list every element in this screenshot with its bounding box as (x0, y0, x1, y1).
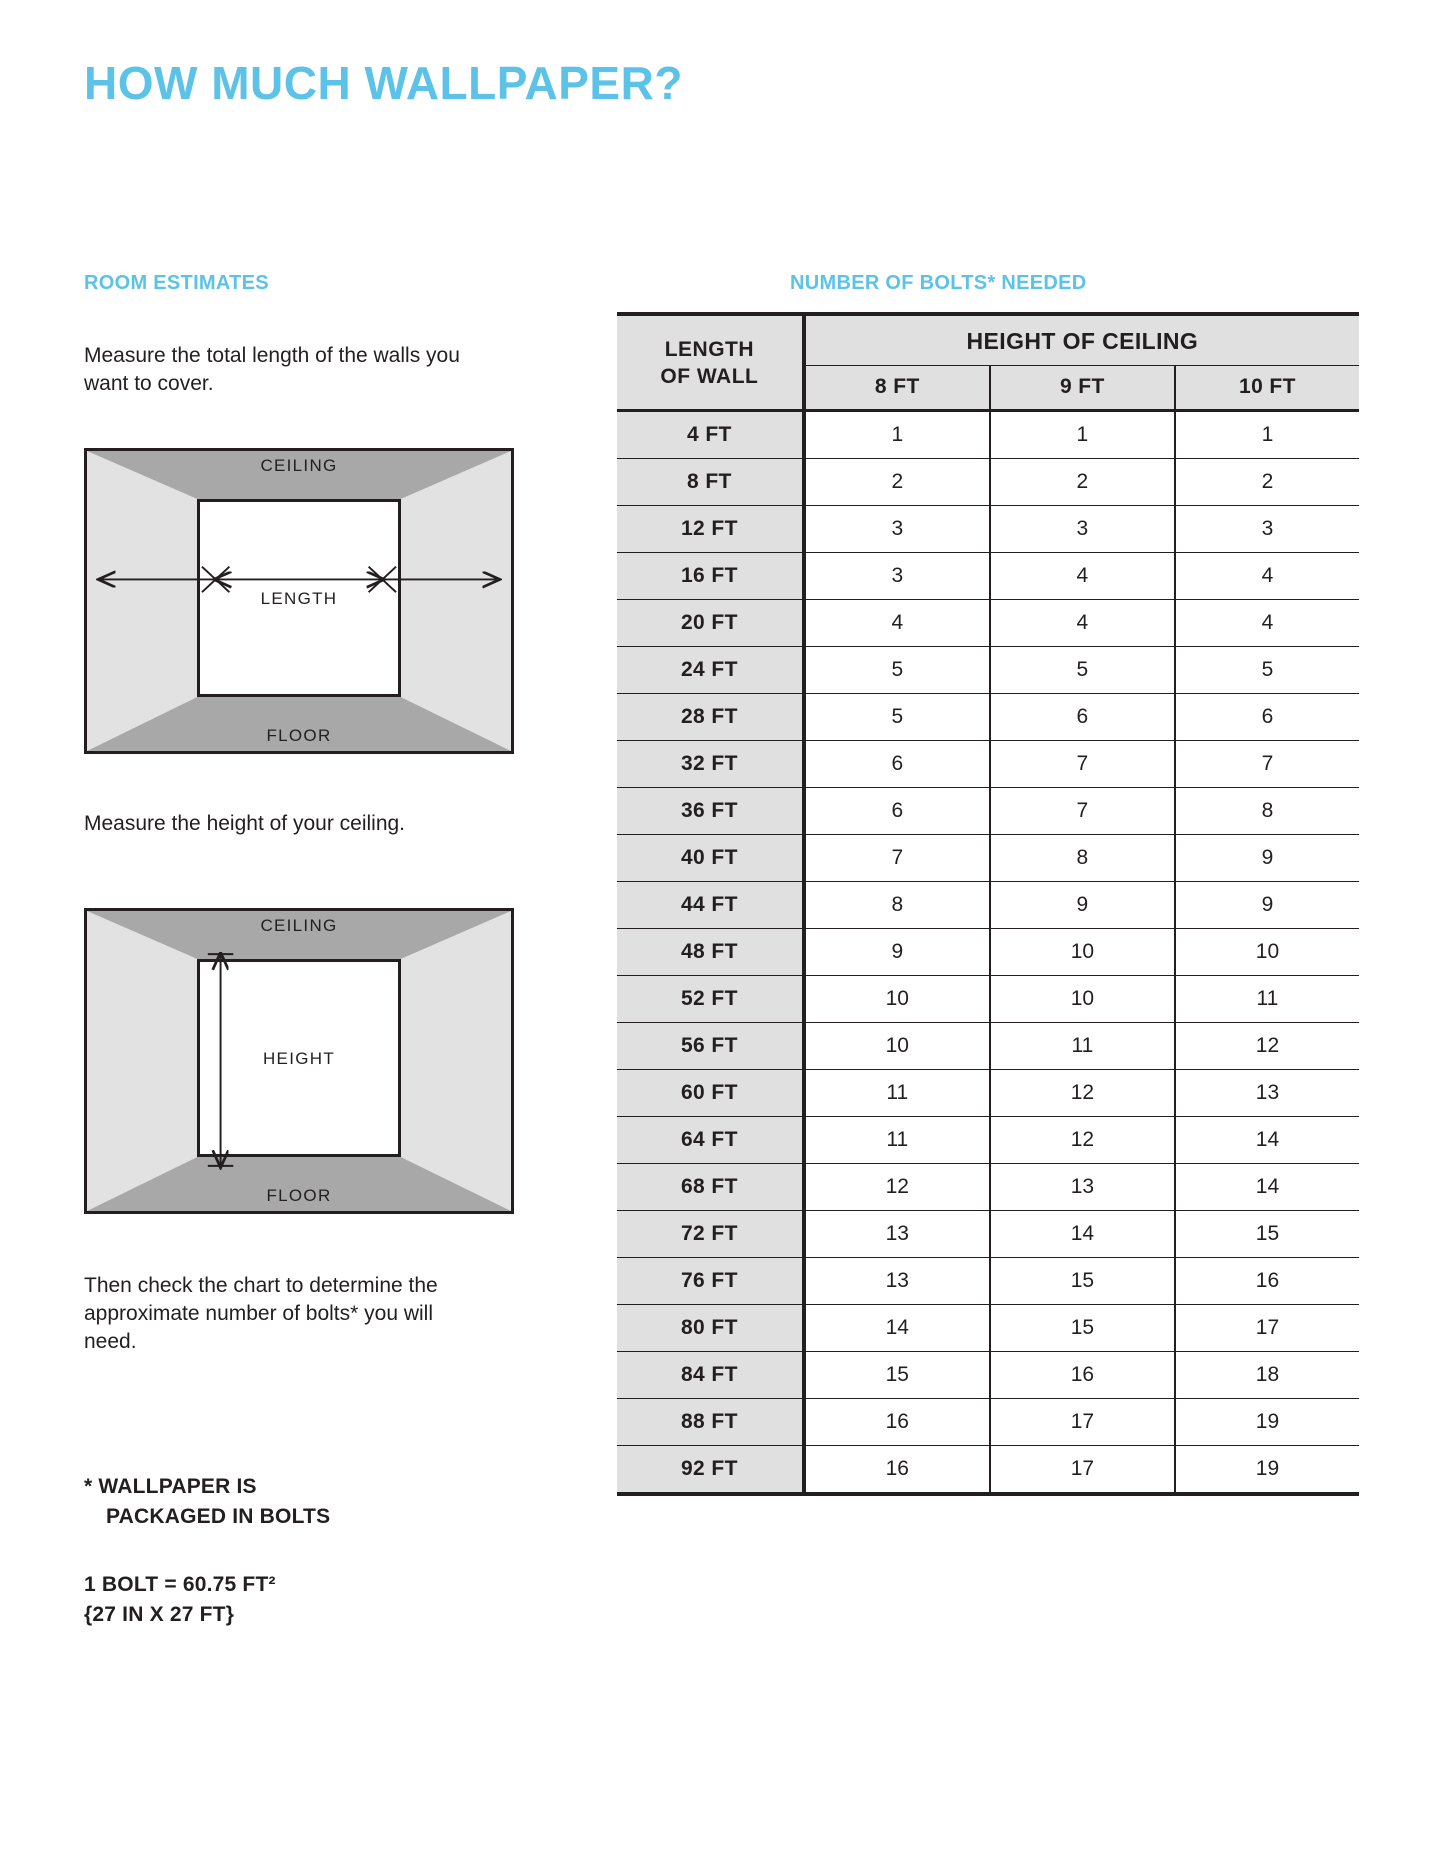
cell-9ft: 11 (990, 1023, 1175, 1070)
length-diagram-center-label: LENGTH (260, 589, 338, 608)
header-col-9ft: 9 FT (990, 366, 1175, 411)
cell-10ft: 19 (1175, 1446, 1359, 1495)
cell-10ft: 14 (1175, 1117, 1359, 1164)
height-diagram-ceiling-label: CEILING (260, 916, 338, 935)
table-head (617, 314, 1359, 411)
cell-8ft: 3 (804, 506, 990, 553)
row-label: 36 FT (617, 788, 804, 835)
table-row (617, 976, 1359, 1023)
cell-8ft: 3 (804, 553, 990, 600)
room-diagram-length (84, 448, 514, 754)
height-diagram-center-label: HEIGHT (262, 1049, 336, 1068)
table-row (617, 1352, 1359, 1399)
row-label: 16 FT (617, 553, 804, 600)
row-label: 52 FT (617, 976, 804, 1023)
cell-9ft: 10 (990, 929, 1175, 976)
table-row (617, 741, 1359, 788)
row-label: 44 FT (617, 882, 804, 929)
cell-8ft: 6 (804, 741, 990, 788)
cell-9ft: 2 (990, 459, 1175, 506)
cell-8ft: 10 (804, 976, 990, 1023)
cell-8ft: 6 (804, 788, 990, 835)
table-row (617, 600, 1359, 647)
footnote-line-2: PACKAGED IN BOLTS (106, 1505, 331, 1528)
table-row (617, 694, 1359, 741)
row-label: 4 FT (617, 411, 804, 459)
cell-9ft: 14 (990, 1211, 1175, 1258)
cell-10ft: 7 (1175, 741, 1359, 788)
footnote-wallpaper-bolts (84, 1472, 484, 1532)
length-diagram-ceiling-label: CEILING (260, 456, 338, 475)
table-row (617, 1446, 1359, 1495)
cell-10ft: 19 (1175, 1399, 1359, 1446)
cell-9ft: 15 (990, 1258, 1175, 1305)
cell-8ft: 5 (804, 647, 990, 694)
cell-9ft: 5 (990, 647, 1175, 694)
cell-10ft: 6 (1175, 694, 1359, 741)
length-diagram-floor-label: FLOOR (266, 726, 332, 745)
cell-8ft: 14 (804, 1305, 990, 1352)
header-col-10ft: 10 FT (1175, 366, 1359, 411)
cell-10ft: 8 (1175, 788, 1359, 835)
cell-9ft: 1 (990, 411, 1175, 459)
cell-10ft: 15 (1175, 1211, 1359, 1258)
cell-8ft: 7 (804, 835, 990, 882)
instruction-step-2: Measure the height of your ceiling. (84, 812, 406, 835)
table-row (617, 1023, 1359, 1070)
cell-9ft: 17 (990, 1446, 1175, 1495)
cell-9ft: 4 (990, 553, 1175, 600)
cell-10ft: 3 (1175, 506, 1359, 553)
row-label: 60 FT (617, 1070, 804, 1117)
cell-8ft: 12 (804, 1164, 990, 1211)
cell-9ft: 6 (990, 694, 1175, 741)
cell-10ft: 10 (1175, 929, 1359, 976)
cell-8ft: 9 (804, 929, 990, 976)
row-label: 88 FT (617, 1399, 804, 1446)
cell-8ft: 8 (804, 882, 990, 929)
row-label: 48 FT (617, 929, 804, 976)
table-row (617, 459, 1359, 506)
row-label: 68 FT (617, 1164, 804, 1211)
header-height-of-ceiling: HEIGHT OF CEILING (804, 314, 1359, 366)
row-label: 72 FT (617, 1211, 804, 1258)
room-estimates-heading: ROOM ESTIMATES (84, 272, 269, 294)
cell-9ft: 10 (990, 976, 1175, 1023)
table-row (617, 1305, 1359, 1352)
cell-8ft: 16 (804, 1399, 990, 1446)
row-label: 40 FT (617, 835, 804, 882)
cell-9ft: 9 (990, 882, 1175, 929)
table-row (617, 882, 1359, 929)
row-label: 32 FT (617, 741, 804, 788)
cell-10ft: 14 (1175, 1164, 1359, 1211)
row-label: 8 FT (617, 459, 804, 506)
table-row (617, 647, 1359, 694)
cell-8ft: 11 (804, 1070, 990, 1117)
row-label: 84 FT (617, 1352, 804, 1399)
cell-9ft: 16 (990, 1352, 1175, 1399)
table-row (617, 1117, 1359, 1164)
cell-10ft: 1 (1175, 411, 1359, 459)
cell-9ft: 13 (990, 1164, 1175, 1211)
bolt-size-note (84, 1570, 484, 1630)
cell-8ft: 16 (804, 1446, 990, 1495)
cell-10ft: 9 (1175, 882, 1359, 929)
row-label: 28 FT (617, 694, 804, 741)
cell-8ft: 4 (804, 600, 990, 647)
bolt-size-line-1: 1 BOLT = 60.75 FT² (84, 1573, 276, 1596)
instruction-step-1: Measure the total length of the walls you want to cover. (84, 344, 460, 395)
cell-8ft: 1 (804, 411, 990, 459)
cell-9ft: 8 (990, 835, 1175, 882)
table-row (617, 506, 1359, 553)
bolts-table (617, 312, 1359, 1496)
table-row (617, 835, 1359, 882)
row-label: 64 FT (617, 1117, 804, 1164)
table-row (617, 1070, 1359, 1117)
cell-10ft: 18 (1175, 1352, 1359, 1399)
table-row (617, 411, 1359, 459)
height-diagram-floor-label: FLOOR (266, 1186, 332, 1205)
cell-10ft: 11 (1175, 976, 1359, 1023)
page-title: HOW MUCH WALLPAPER? (84, 57, 683, 109)
row-label: 12 FT (617, 506, 804, 553)
footnote-line-1: * WALLPAPER IS (84, 1475, 257, 1498)
table-row (617, 1399, 1359, 1446)
cell-10ft: 9 (1175, 835, 1359, 882)
table-row (617, 1164, 1359, 1211)
bolts-needed-heading: NUMBER OF BOLTS* NEEDED (790, 272, 1087, 294)
cell-9ft: 3 (990, 506, 1175, 553)
table-row (617, 1258, 1359, 1305)
header-length-line-1: LENGTH (664, 337, 755, 361)
table-row (617, 553, 1359, 600)
cell-9ft: 12 (990, 1117, 1175, 1164)
header-length-line-2: OF WALL (660, 364, 759, 388)
cell-10ft: 4 (1175, 553, 1359, 600)
cell-9ft: 7 (990, 788, 1175, 835)
row-label: 24 FT (617, 647, 804, 694)
cell-10ft: 13 (1175, 1070, 1359, 1117)
header-col-8ft: 8 FT (804, 366, 990, 411)
table-header-row-group (617, 314, 1359, 366)
cell-8ft: 5 (804, 694, 990, 741)
cell-10ft: 17 (1175, 1305, 1359, 1352)
cell-8ft: 13 (804, 1211, 990, 1258)
cell-8ft: 10 (804, 1023, 990, 1070)
row-label: 20 FT (617, 600, 804, 647)
header-length-of-wall (617, 314, 804, 411)
cell-8ft: 2 (804, 459, 990, 506)
cell-10ft: 12 (1175, 1023, 1359, 1070)
row-label: 56 FT (617, 1023, 804, 1070)
row-label: 80 FT (617, 1305, 804, 1352)
cell-8ft: 11 (804, 1117, 990, 1164)
instruction-step-3: Then check the chart to determine the approximate number of bolts* you will need. (84, 1274, 438, 1353)
cell-8ft: 15 (804, 1352, 990, 1399)
cell-9ft: 15 (990, 1305, 1175, 1352)
room-diagram-height (84, 908, 514, 1214)
cell-8ft: 13 (804, 1258, 990, 1305)
cell-9ft: 4 (990, 600, 1175, 647)
cell-9ft: 12 (990, 1070, 1175, 1117)
bolts-table-container (617, 312, 1359, 1496)
cell-10ft: 2 (1175, 459, 1359, 506)
bolt-size-line-2: {27 IN X 27 FT} (84, 1603, 235, 1626)
cell-9ft: 17 (990, 1399, 1175, 1446)
cell-10ft: 5 (1175, 647, 1359, 694)
table-row (617, 1211, 1359, 1258)
table-row (617, 929, 1359, 976)
cell-10ft: 4 (1175, 600, 1359, 647)
table-body (617, 411, 1359, 1495)
cell-10ft: 16 (1175, 1258, 1359, 1305)
table-row (617, 788, 1359, 835)
row-label: 92 FT (617, 1446, 804, 1495)
cell-9ft: 7 (990, 741, 1175, 788)
row-label: 76 FT (617, 1258, 804, 1305)
